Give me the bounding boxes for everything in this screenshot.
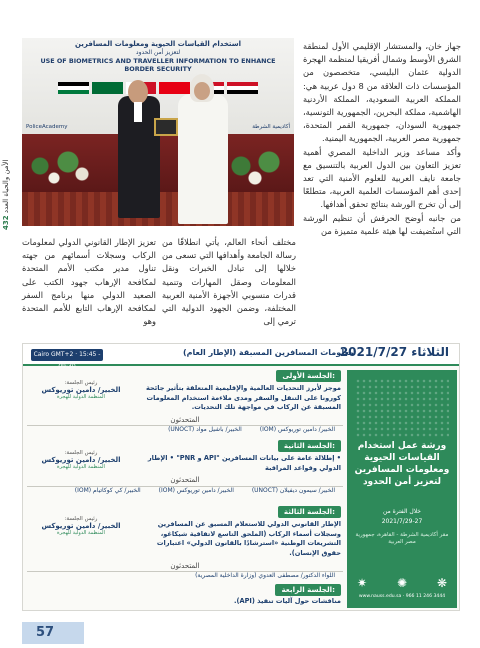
promo-date-label: خلال الفترة من (382, 508, 422, 515)
schedule-sessions (27, 370, 343, 608)
speakers-list (27, 571, 343, 583)
session-chair (29, 450, 133, 470)
nauss-logo-icon: ✷ (357, 576, 368, 590)
page-number: 57 (36, 625, 55, 640)
side-strip (0, 0, 20, 648)
flag-tunisia-icon (159, 82, 190, 94)
award-plaque (154, 118, 178, 136)
schedule-title: معلومات المسافرين المسبقة (الإطار العام) (183, 348, 354, 357)
speakers-title: المتحدثون (170, 476, 200, 484)
promo-title: ورشة عمل استخدام القياسات الحيوية ومعلومات المسافرين لتعزيز أمن الحدود (354, 441, 450, 487)
banner-english-title: USE OF BIOMETRICS AND TRAVELLER INFORMATION TO ENHANCE BORDER SECURITY (40, 57, 276, 73)
session-1 (27, 370, 343, 432)
chair-name: الخبير/ دامين توريوكس (41, 386, 121, 394)
speakers-title: المتحدثون (170, 416, 200, 424)
session-3 (27, 506, 343, 580)
session-chair (29, 380, 133, 400)
chair-name: الخبير/ دامين توريوكس (41, 456, 121, 464)
page-number-box (22, 622, 84, 644)
issue-label: العدد (2, 198, 10, 214)
session-label: الجلسة الثالثة: (278, 506, 341, 518)
chair-role: رئيس الجلسة: (64, 450, 98, 456)
magazine-name: الأمن والحياة (2, 159, 10, 197)
flags-row (58, 82, 258, 96)
session-2 (27, 440, 343, 502)
speakers-list (27, 486, 343, 498)
session-topic: موجز لأبرز التحديات العالمية والإقليمية المتعلقة بتأثير جائحة كورونا على التنقل والسفر ومدى ملاءمة استخدام المعلومات المسبقة عن الركاب في مواجهة تلك التحديات. (146, 384, 341, 411)
banner-right-footer: أكاديمية الشرطة (252, 124, 290, 130)
article-column-right (303, 40, 461, 238)
speaker: الخبير/ دامين توريوكس (IOM) (158, 487, 234, 494)
flag-saudi-icon (92, 82, 123, 94)
banner-arabic-subtitle: لتعزيز أمن الحدود (135, 49, 181, 56)
article-paragraph: جهاز خان، والمستشار الإقليمي الأول لمنطقة الشرق الأوسط وشمال أفريقيا لمنظمة الهجرة الدولية عثمان البليسي، متخصصون من المؤسسات ذات العلاقة من 8 دول عربية هي: المملكة العربية السعودية، المملكة الأردنية الهاشمية، مملكة البحرين، الجمهورية التونسية، جمهورية السودان، جمهورية القمر المتحدة، جمهورية مصر العربية، الجمهورية اليمنية. (303, 41, 461, 144)
flag-yemen-icon (227, 82, 258, 94)
workshop-schedule (22, 343, 460, 611)
speakers-title: المتحدثون (170, 562, 200, 570)
banner-arabic-title: استخدام القياسات الحيوية ومعلومات المسافرين (74, 40, 241, 48)
chair-org: المنظمة الدولية للهجرة (57, 394, 105, 400)
speaker: الخبير/ دامين توريوكس (IOM) (259, 426, 335, 433)
article-paragraph: من جانبه أوضح الحرفش أن تنظيم الورشة التي استُضيفت لها هيئة علمية متميزة من (303, 212, 461, 236)
flag-jordan-icon (58, 82, 89, 94)
chair-org: المنظمة الدولية للهجرة (57, 530, 105, 536)
official-thobe-figure (178, 94, 228, 224)
schedule-day: الثلاثاء 2021/7/27 (339, 345, 449, 359)
article-column-middle: مختلف أنحاء العالم، يأتي انطلاقًا من رسالة الجامعة وأهدافها التي تسعى من خلالها إلى تبادل الخبرات ونقل المعلومات وصقل المهارات وتنمية قدرات منسوبي الأجهزة الأمنية العربية المختلفة، وضمن الجهود الدولية التي ترمي إلى (162, 237, 296, 327)
speaker: الخبير/ سيمون ديفيلان (UNOCT) (251, 487, 335, 494)
session-topic: مناقشات حول آليات تنفيذ (API). (233, 597, 341, 605)
decorative-dot-pattern (355, 378, 449, 438)
session-label: الجلسة الأولى: (276, 370, 341, 382)
police-academy-logo-icon: ✺ (396, 576, 408, 590)
speaker: الخبير/ باشيل مواد (UNOCT) (168, 426, 242, 433)
partner-logo-icon: ❋ (436, 576, 447, 590)
promo-dates: 2021/7/29-27 (381, 518, 423, 525)
chair-org: المنظمة الدولية للهجرة (57, 464, 105, 470)
flower-arrangement-right (220, 150, 290, 190)
chair-role: رئيس الجلسة: (64, 380, 98, 386)
session-topic: • إطلالة عامة على بيانات المسافرين "API و PNR" • الإطار الدولي وقواعد المراقبة (147, 454, 341, 472)
schedule-time: Cairo GMT+2 · 15:45 - 09:30 (31, 349, 103, 361)
banner-left-footer: PoliceAcademy (26, 124, 68, 130)
workshop-promo-card (347, 370, 457, 608)
chair-name: الخبير/ دامين توريوكس (41, 522, 121, 530)
event-photo (22, 38, 294, 226)
speakers-list (27, 425, 343, 437)
official-thobe-face (194, 82, 210, 100)
official-suit-head (128, 80, 148, 104)
speaker: الخبير/ كي كوكاتيام (IOM) (74, 487, 141, 494)
speaker: اللواء الدكتور/ مصطفى العدوي (وزارة الداخلية المصرية) (195, 572, 335, 579)
article-paragraph: وأكد مساعد وزير الداخلية المصري أهمية تعزيز التعاون بين الدول العربية بالتنسيق مع جامعة نايف العربية للعلوم الأمنية التي تعد إحدى أهم المؤسسات العلمية العربية، متطلعًا إلى أن تخرج الورشة بنتائج تحقق أهدافها. (303, 146, 461, 210)
schedule-header (23, 344, 459, 370)
session-label: الجلسة الرابعة: (275, 584, 341, 596)
flower-arrangement-left (26, 150, 96, 190)
session-chair (29, 516, 133, 536)
issue-number: 432 (2, 215, 10, 230)
session-4 (27, 584, 343, 608)
official-suit-shirt (134, 102, 142, 122)
promo-contact: www.nauss.edu.sa · 966 11 246 3444 (358, 594, 446, 599)
promo-logos (357, 576, 447, 590)
running-header (2, 150, 18, 230)
promo-venue: مقر أكاديمية الشرطة - القاهرة، جمهورية مصر العربية (355, 532, 449, 545)
session-topic: الإطار القانوني الدولي للاستعلام المسبق عن المسافرين وسجلات أسماء الركاب (الملحق التاسع لاتفاقية شيكاغو، التشريعات الوطنية «استرشادًا بالقانون الدولي» اعتبارات حقوق الإنسان). (156, 520, 341, 557)
session-label: الجلسة الثانية: (278, 440, 341, 452)
article-column-left: تعزيز الإطار القانوني الدولي لمعلومات الركاب وسجلات أسمائهم من جهته تناول مدير مكتب الأمم المتحدة لمكافحة الإرهاب جهود الكتب على الصعيد الدولي منها برنامج السفر لمكافحة الإرهاب التابع للأمم المتحدة وهو (22, 237, 156, 327)
chair-role: رئيس الجلسة: (64, 516, 98, 522)
